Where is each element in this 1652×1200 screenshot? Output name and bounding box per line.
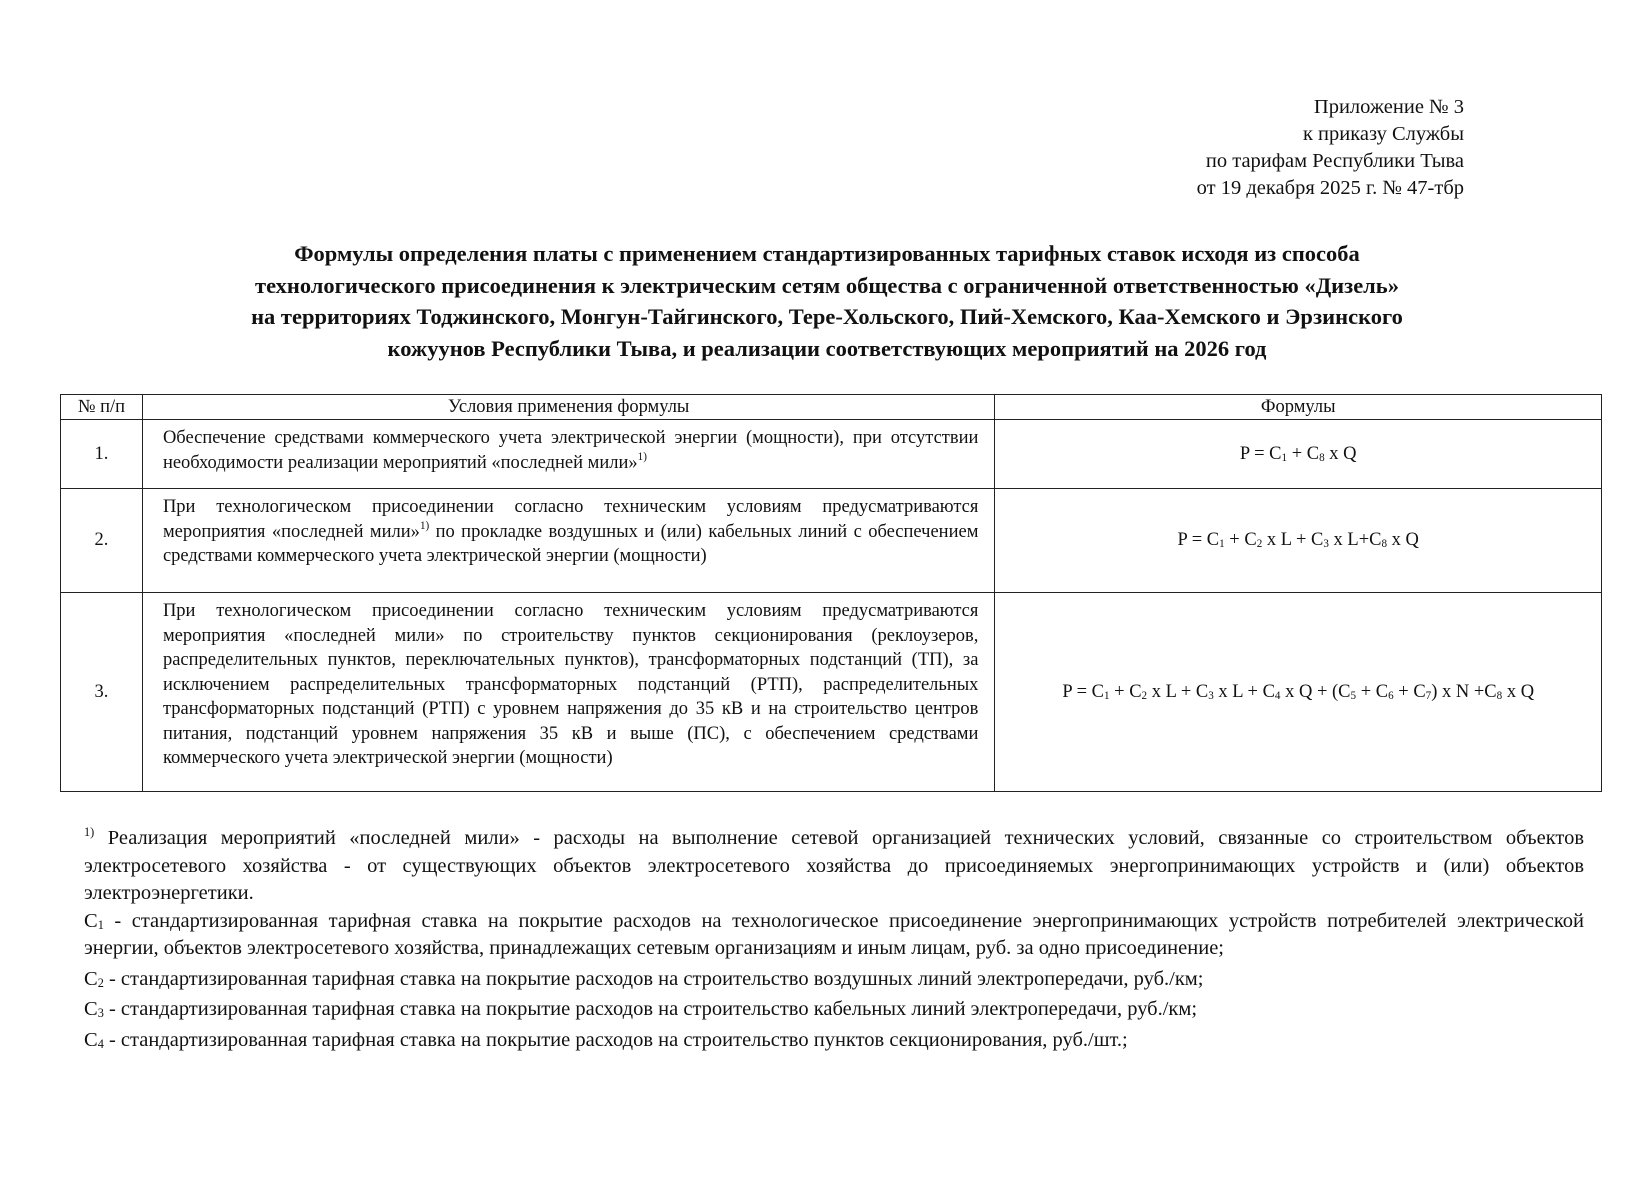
condition-text: по прокладке воздушных и (или) кабельных линий с обеспечением средствами коммерческого учета электрической энергии (мощности) [162,521,979,566]
header-num: № п/п [61,395,143,420]
table-header-row [61,395,1602,420]
footnote-ref: 1) [637,450,647,463]
definition-c2: $C_2$ - стандартизированная тарифная ставка на покрытие расходов на строительство воздушных линий электропередачи, руб./км; [84,967,1204,990]
agency-name: по тарифам Республики Тыва [1205,150,1464,172]
footnote [84,825,1584,908]
title-line: Формулы определения платы с применением стандартизированных тарифных ставок исходя из способа [294,241,1360,266]
condition-text: При технологическом присоединении согласно техническим условиям предусматриваются мероприятия «последней мили» [162,497,979,542]
footnote-ref: 1) [419,519,430,532]
order-reference: к приказу Службы [1302,123,1464,145]
appendix-number: Приложение № 3 [1313,96,1464,118]
condition-text: При технологическом присоединении согласно техническим условиям предусматриваются мероприятия «последней мили» по строительству пунктов секционирования (реклоузеров, распределительных пунктов, переключательных пунктов), трансформаторных подстанций (ТП), за исключением распределительных трансформаторных подстанций (РТП), распределительных трансформаторных подстанций (РТП) с уровнем напряжения до 35 кВ и на строительство центров питания, подстанций уровнем напряжения 35 кВ и выше (ПС), с обеспечением средствами коммерческого учета электрической энергии (мощности) [162,601,979,768]
title-line: кожуунов Республики Тыва, и реализации соответствующих мероприятий на 2026 год [387,335,1267,361]
row-formula: $P = C_1 + C_8$ x Q [995,420,1602,489]
title-line: на территориях Тоджинского, Монгун-Тайгинского, Тере-Хольского, Пий-Хемского, Каа-Хемского и Эрзинского [251,304,1403,329]
table-row [61,489,1602,593]
appendix-header [1197,94,1464,202]
formulas-table [60,394,1602,792]
footnote-mark: 1) [84,825,95,839]
header-formulas: Формулы [995,395,1602,420]
document-title [60,238,1594,364]
condition-text: Обеспечение средствами коммерческого учета электрической энергии (мощности), при отсутствии необходимости реализации мероприятий «последней мили» [162,428,979,473]
row-number: 3. [61,593,143,792]
row-number: 1. [61,420,143,489]
row-condition [142,420,994,489]
row-formula: $P = C_1 + C_2$ x $L + C_3$ x $L+C_8$ x Q [995,489,1602,593]
row-number: 2. [61,489,143,593]
notes-section [84,825,1584,1054]
order-date: от 19 декабря 2025 г. № 47-тбр [1196,177,1464,199]
row-formula: $P = C_1 + C_2$ x $L + C_3$ x $L + C_4$ x $Q + (C_5 + C_6 + C_7)$ x $N +C_8$ x Q [995,593,1602,792]
definition-c4: $C_4$ - стандартизированная тарифная ставка на покрытие расходов на строительство пунктов секционирования, руб./шт.; [84,1028,1128,1051]
definition-c3: $C_3$ - стандартизированная тарифная ставка на покрытие расходов на строительство кабельных линий электропередачи, руб./км; [84,998,1198,1020]
table-row [61,593,1602,792]
definition-c1: $C_1$ - стандартизированная тарифная ставка на покрытие расходов на технологическое присоединение энергопринимающих устройств потребителей электрической энергии, объектов электросетевого хозяйства, принадлежащих сетевым организациям и иным лицам, руб. за одно присоединение; [84,909,1584,959]
row-condition [142,489,994,593]
table-row [61,420,1602,489]
footnote-text: Реализация мероприятий «последней мили» - расходы на выполнение сетевой организацией технических условий, связанные со строительством объектов электросетевого хозяйства - от существующих объектов электросетевого хозяйства до присоединяемых энергопринимающих устройств и (или) объектов электроэнергетики. [84,827,1584,904]
row-condition [142,593,994,792]
header-conditions: Условия применения формулы [142,395,994,420]
title-line: технологического присоединения к электрическим сетям общества с ограниченной ответственностью «Дизель» [255,272,1399,298]
